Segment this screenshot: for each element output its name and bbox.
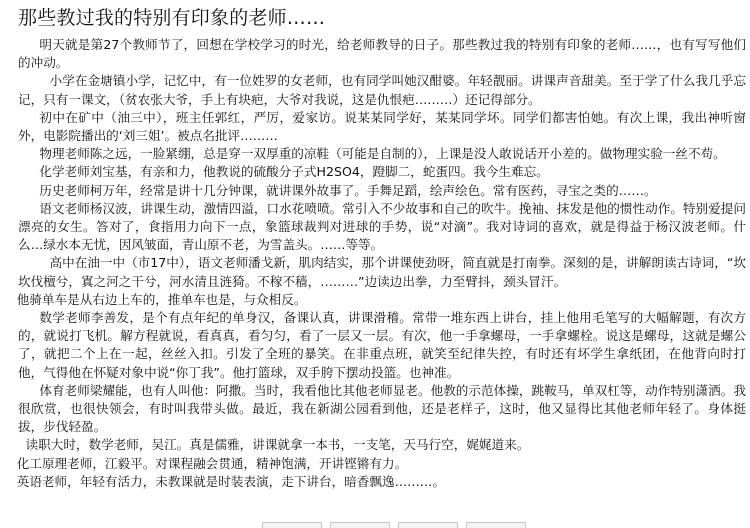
paragraph-physics-teacher: 物理老师陈之远，一脸紧绷，总是穿一双厚重的凉鞋（可能是自制的），上课是没人敢说话开小差的。做物理实验一丝不苟。 xyxy=(39,146,726,162)
bottom-tab[interactable] xyxy=(398,522,458,528)
paragraph-chinese-teacher: 语文老师杨汉波，讲课生动，激情四溢，口水花喷喷。常引入不少故事和自己的吹牛。挽袖、抹发是他的惯性动作。特别爱提问漂亮的女生。答对了，食指用力向下一点，象篮球裁判对进球的手势，说“对滴”。我对诗词的喜欢，就是得益于杨汉波老师。什么…绿水本无忧，因风皱面，青山原不老，为雪盖头。……等等。 xyxy=(18,200,746,253)
bottom-tab[interactable] xyxy=(330,522,390,528)
article-body xyxy=(18,36,746,491)
paragraph-pe-teacher: 体育老师梁耀能，也有人叫他：阿撒。当时，我看他比其他老师显老。他教的示范体操，跳鞍马，单双杠等，动作特别潇洒。我很欣赏，也很快领会，有时叫我带头做。最近，我在新湖公园看到他，还是老样子，这时，他又显得比其他老师年轻了。身体挺拔，步伐轻盈。 xyxy=(18,382,746,435)
paragraph-chemical-engineering: 化工原理老师，江毅平。对课程融会贯通，精神饱满，开讲铿锵有力。 xyxy=(16,455,408,471)
paragraph-junior-high: 初中在矿中（油三中），班主任郭红，严厉，爱家访。说某某同学好，某某同学坏。同学们都害怕她。有次上课，我出神听窗外，电影院播出的‘刘三姐’。被点名批评……… xyxy=(18,109,746,144)
paragraph-bicycle: 他骑单车是从右边上车的，推单车也是，与众相反。 xyxy=(16,291,307,307)
paragraph-chemistry-teacher: 化学老师刘宝基，有亲和力，他教说的硫酸分子式H2SO4，蹬脚二，蛇蛋四。我今生难忘。 xyxy=(39,164,549,180)
paragraph-intro: 明天就是第27个教师节了，回想在学校学习的时光，给老师教导的日子。那些教过我的特别有印象的老师……，也有写写他们的冲动。 xyxy=(18,37,746,71)
bottom-tab[interactable] xyxy=(466,522,526,528)
paragraph-primary-school: 小学在金塘镇小学，记忆中，有一位姓罗的女老师，也有同学叫她汉酣婆。年轻靓丽。讲课声音甜美。至于学了什么我几乎忘记，只有一课文，（贫农张大爷，手上有块疤，大爷对我说，这是仇恨疤………）还记得部分。 xyxy=(18,73,746,107)
paragraph-college-math: 读职大时，数学老师，吴江。真是儒雅，讲课就拿一本书，一支笔，天马行空，娓娓道来。 xyxy=(25,437,530,453)
bottom-toolbar xyxy=(0,520,750,528)
article-title: 那些教过我的特别有印象的老师…… xyxy=(18,7,326,29)
paragraph-math-teacher: 数学老师李善发，是个有点年纪的单身汉，备课认真，讲课滑稽。常带一堆东西上讲台，挂上他用毛笔写的大幅解题，有次方的，就说打飞机。解方程就说，看真真，看匀匀，看了一层又一层。有次，他一手拿螺母，一手拿螺栓。说这是螺母，这就是螺公了，就把二个上在一起，丝丝入扣。引发了全班的暴笑。在非重点班，就笑至纪律失控，有时还有坏学生拿纸团，在他背向时打他，气得他在怀疑对象中说“你丁我”。他打篮球，双手胯下摆动投篮。也神准。 xyxy=(18,310,746,380)
paragraph-history-teacher: 历史老师柯万年，经常是讲十几分钟课，就讲课外故事了。手舞足蹈，绘声绘色。常有医药，寻宝之类的……。 xyxy=(39,182,657,198)
paragraph-english-teacher: 英语老师，年轻有活力，未教课就是时装表演，走下讲台，暗香飘逸………。 xyxy=(16,473,445,489)
bottom-tab[interactable] xyxy=(262,522,322,528)
paragraph-high-school: 高中在油一中（市17中），语文老师潘戈新，肌肉结实，那个讲课使劲呀，简直就是打南拳。深刻的是，讲解朗读古诗词，“坎坎伐檀兮，寘之河之干兮，河水清且涟猗。不稼不穑，………”边读边出拳，力至臂抖，颈头冒汗。 xyxy=(18,255,746,289)
